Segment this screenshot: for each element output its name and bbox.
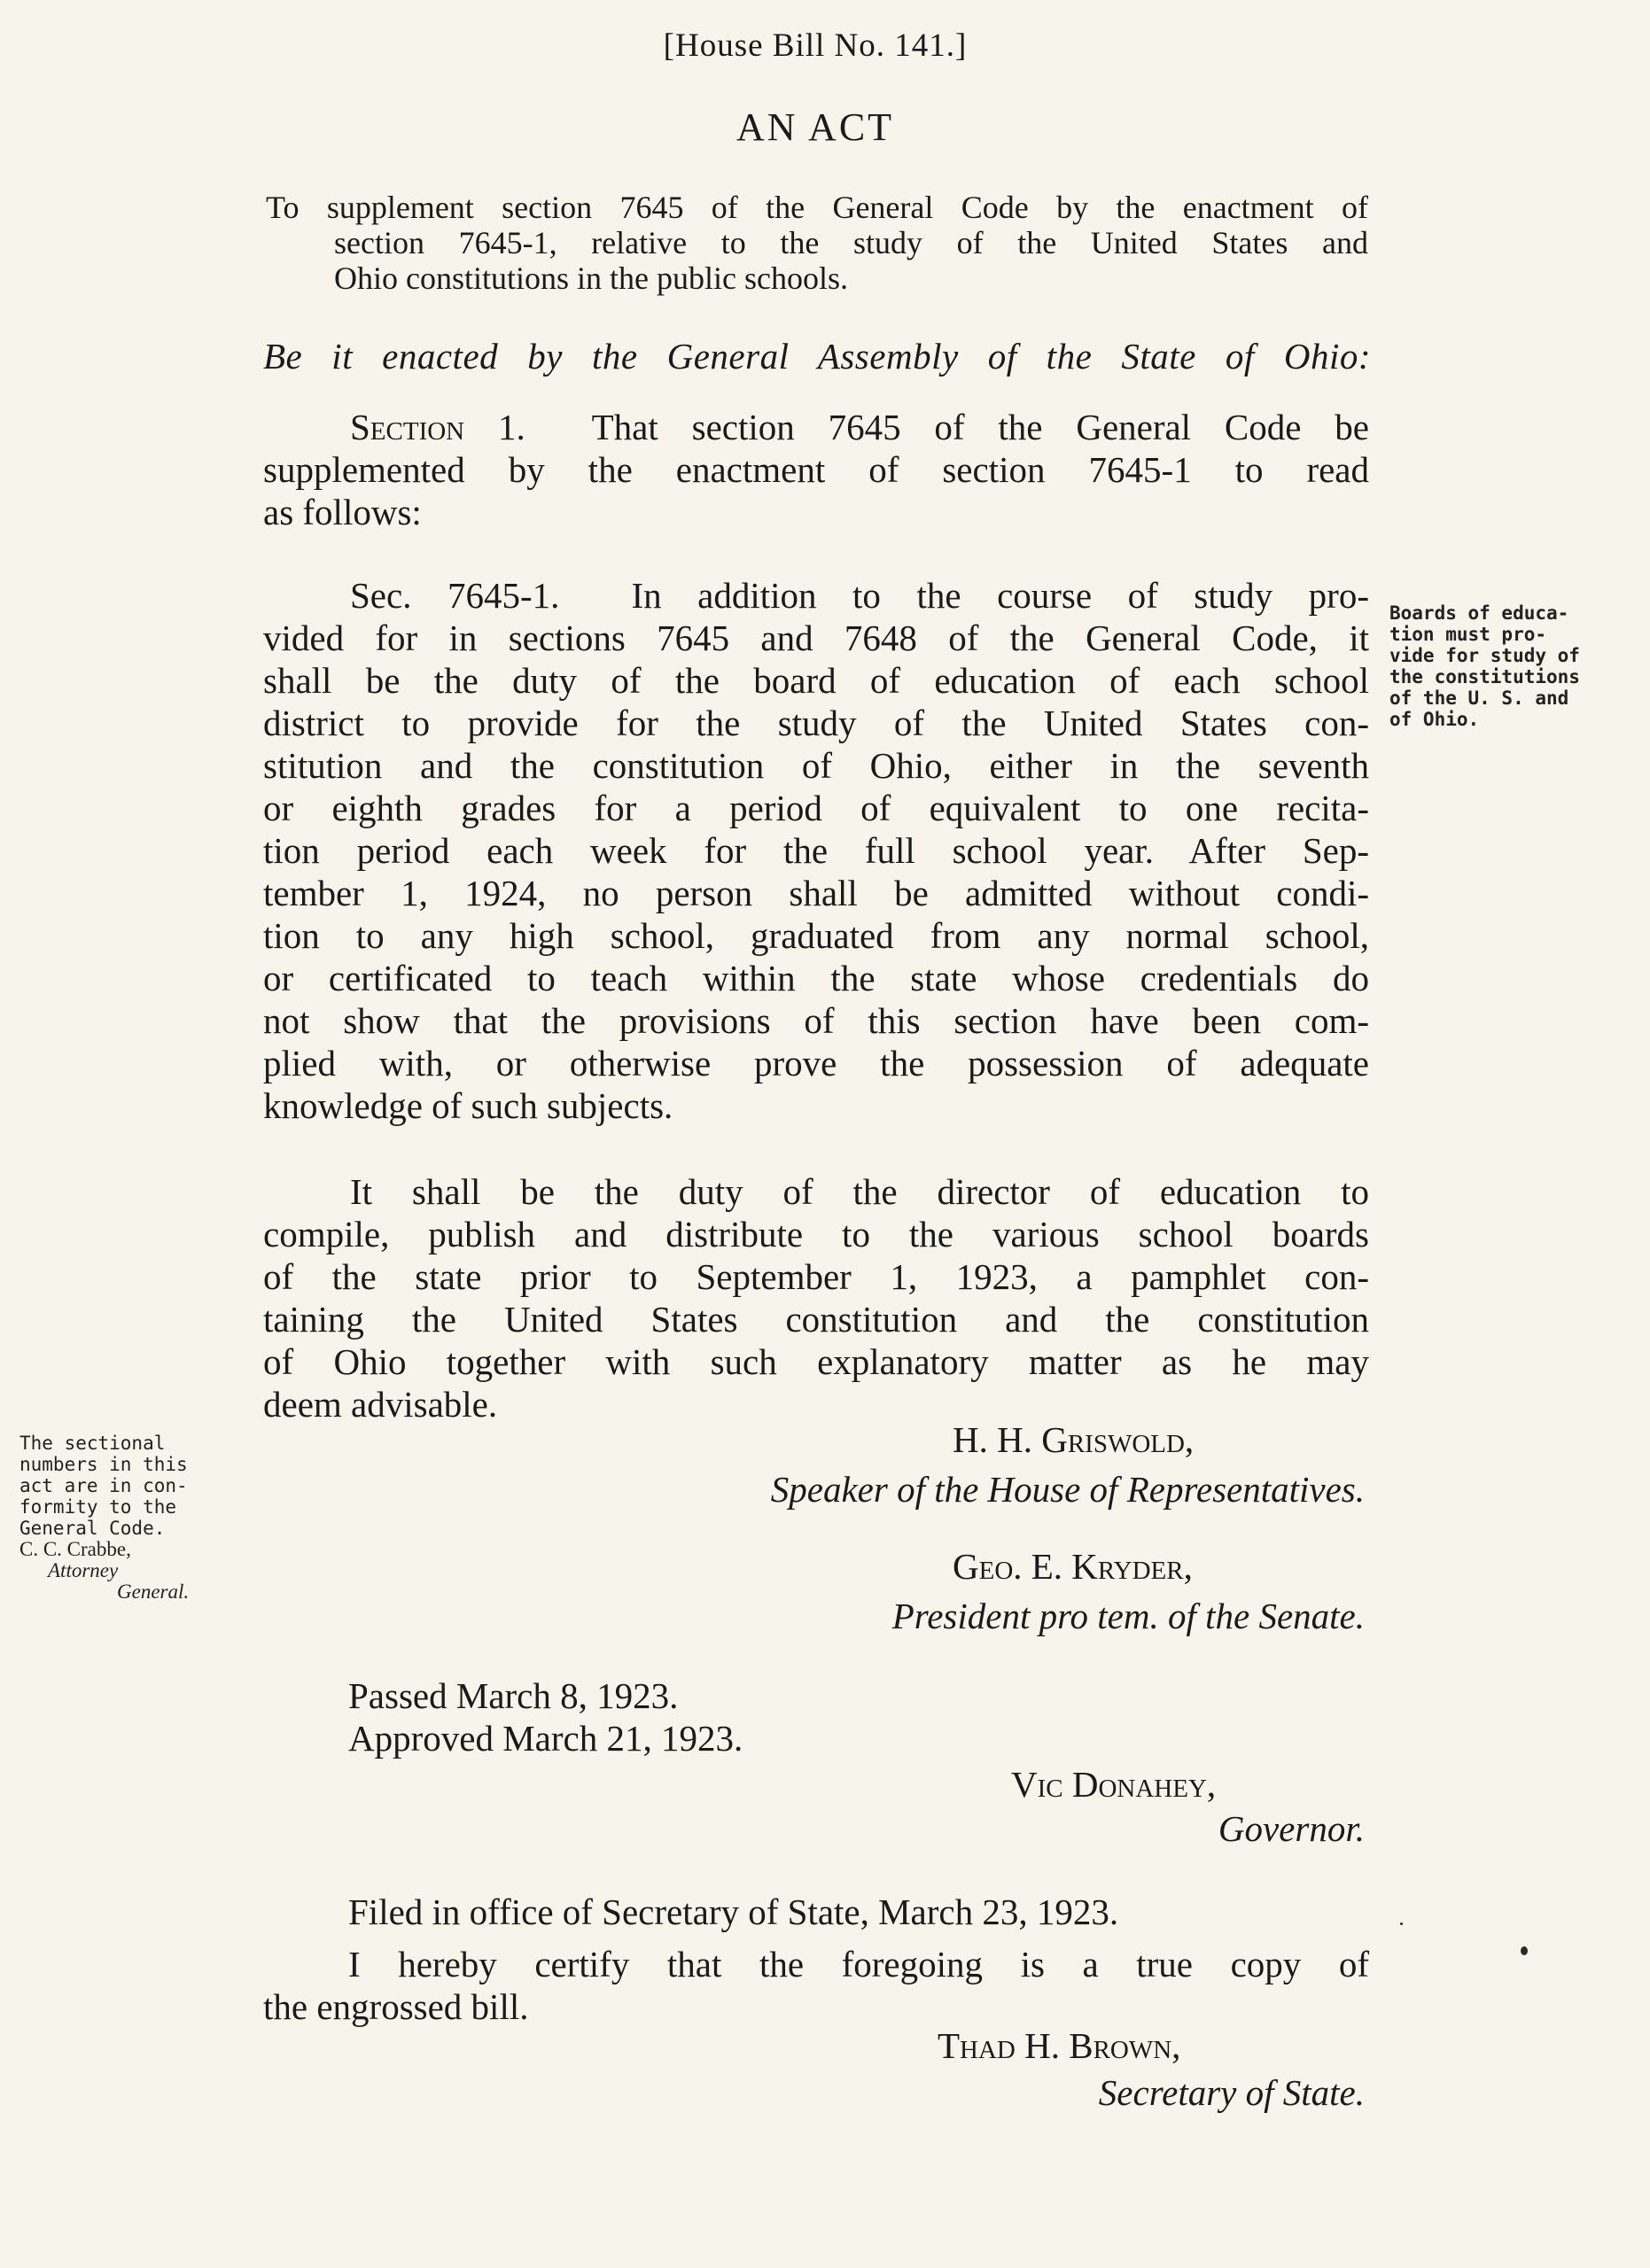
approved-date: Approved March 21, 1923. xyxy=(348,1718,743,1759)
president-name: Geo. E. Kryder, xyxy=(953,1546,1193,1587)
section-7645-1-line: or certificated to teach within the state whose credentials do xyxy=(263,958,1369,998)
section-7645-1-line: plied with, or otherwise prove the possession of adequate xyxy=(263,1043,1369,1084)
margin-note-line: the constitutions xyxy=(1389,666,1580,687)
margin-note-line: of Ohio. xyxy=(1389,709,1480,730)
margin-note-line: of the U. S. and xyxy=(1389,687,1569,709)
section-7645-1-line: tion to any high school, graduated from any normal school, xyxy=(263,915,1369,956)
section-7645-1-line: tember 1, 1924, no person shall be admitted without condi- xyxy=(263,873,1369,913)
governor-name: Vic Donahey, xyxy=(1011,1764,1217,1805)
ink-speck xyxy=(1400,1922,1403,1925)
section-7645-1-line: district to provide for the study of the United States con- xyxy=(263,703,1369,743)
enacting-clause: Be it enacted by the General Assembly of the State of Ohio: xyxy=(263,336,1371,377)
act-purpose xyxy=(266,190,1368,296)
purpose-line: Ohio constitutions in the public schools. xyxy=(334,260,848,296)
section-1-label: Section 1. xyxy=(350,407,525,447)
certification-line: I hereby certify that the foregoing is a true copy of xyxy=(348,1944,1369,1984)
section-7645-1-line: vided for in sections 7645 and 7648 of the General Code, it xyxy=(263,617,1369,658)
margin-note-right xyxy=(1389,602,1629,730)
margin-note-left xyxy=(19,1433,250,1603)
governor-title: Governor. xyxy=(1218,1808,1365,1849)
section-7645-1-line xyxy=(263,574,1369,617)
section-7645-1-line: stitution and the constitution of Ohio, either in the seventh xyxy=(263,745,1369,786)
margin-note-line: act are in con- xyxy=(19,1475,188,1496)
section-7645-1-label: Sec. 7645-1. xyxy=(350,575,560,616)
bill-number: [House Bill No. 141.] xyxy=(663,27,968,64)
section-7645-1-line: not show that the provisions of this section have been com- xyxy=(263,1000,1369,1041)
ink-speck xyxy=(1521,1946,1528,1955)
certification-line: the engrossed bill. xyxy=(263,1986,529,2027)
paragraph-line: of the state prior to September 1, 1923, a pamphlet con- xyxy=(263,1256,1369,1297)
margin-note-line: tion must pro- xyxy=(1389,624,1547,645)
section-7645-1 xyxy=(263,574,1369,1127)
margin-note-signer-title: General. xyxy=(117,1581,190,1603)
section-7645-1-line: shall be the duty of the board of education of each school xyxy=(263,660,1369,701)
speaker-title: Speaker of the House of Representatives. xyxy=(770,1469,1365,1510)
paragraph-line: It shall be the duty of the director of education to xyxy=(350,1171,1369,1212)
passed-date: Passed March 8, 1923. xyxy=(348,1675,679,1716)
margin-note-line: The sectional xyxy=(19,1433,166,1454)
filed-statement: Filed in office of Secretary of State, March 23, 1923. xyxy=(348,1891,1119,1932)
section-1-line: supplemented by the enactment of section 7645-1 to read xyxy=(263,449,1369,490)
paragraph-line: deem advisable. xyxy=(263,1384,498,1425)
section-7645-1-line: or eighth grades for a period of equivalent to one recita- xyxy=(263,788,1369,828)
president-title: President pro tem. of the Senate. xyxy=(891,1596,1365,1636)
section-7645-1-line: knowledge of such subjects. xyxy=(263,1085,673,1126)
section-1-line xyxy=(263,406,1369,448)
section-7645-1-line: tion period each week for the full school year. After Sep- xyxy=(263,830,1369,871)
margin-note-line: General Code. xyxy=(19,1518,166,1539)
paragraph-line: compile, publish and distribute to the various school boards xyxy=(263,1214,1369,1254)
section-1-line: as follows: xyxy=(263,492,422,532)
purpose-line: To supplement section 7645 of the General Code by the enactment of xyxy=(266,190,1368,225)
margin-note-line: vide for study of xyxy=(1389,645,1580,666)
section-1 xyxy=(263,406,1369,533)
act-heading: AN ACT xyxy=(735,105,895,149)
margin-note-line: Boards of educa- xyxy=(1389,602,1569,624)
section-1-text: That section 7645 of the General Code be xyxy=(591,407,1369,447)
section-7645-1-text: In addition to the course of study pro- xyxy=(631,575,1369,616)
margin-note-line: numbers in this xyxy=(19,1454,188,1475)
paragraph-line: taining the United States constitution and the constitution xyxy=(263,1299,1369,1340)
margin-note-signer: C. C. Crabbe, xyxy=(19,1538,131,1560)
secretary-title: Secretary of State. xyxy=(1098,2072,1365,2113)
margin-note-line: formity to the xyxy=(19,1496,177,1518)
margin-note-signer-title: Attorney xyxy=(48,1559,119,1581)
paragraph-line: of Ohio together with such explanatory matter as he may xyxy=(263,1341,1369,1382)
speaker-name: H. H. Griswold, xyxy=(953,1419,1195,1460)
director-paragraph xyxy=(263,1170,1369,1425)
purpose-line: section 7645-1, relative to the study of the United States and xyxy=(334,225,1368,260)
secretary-name: Thad H. Brown, xyxy=(938,2025,1181,2066)
